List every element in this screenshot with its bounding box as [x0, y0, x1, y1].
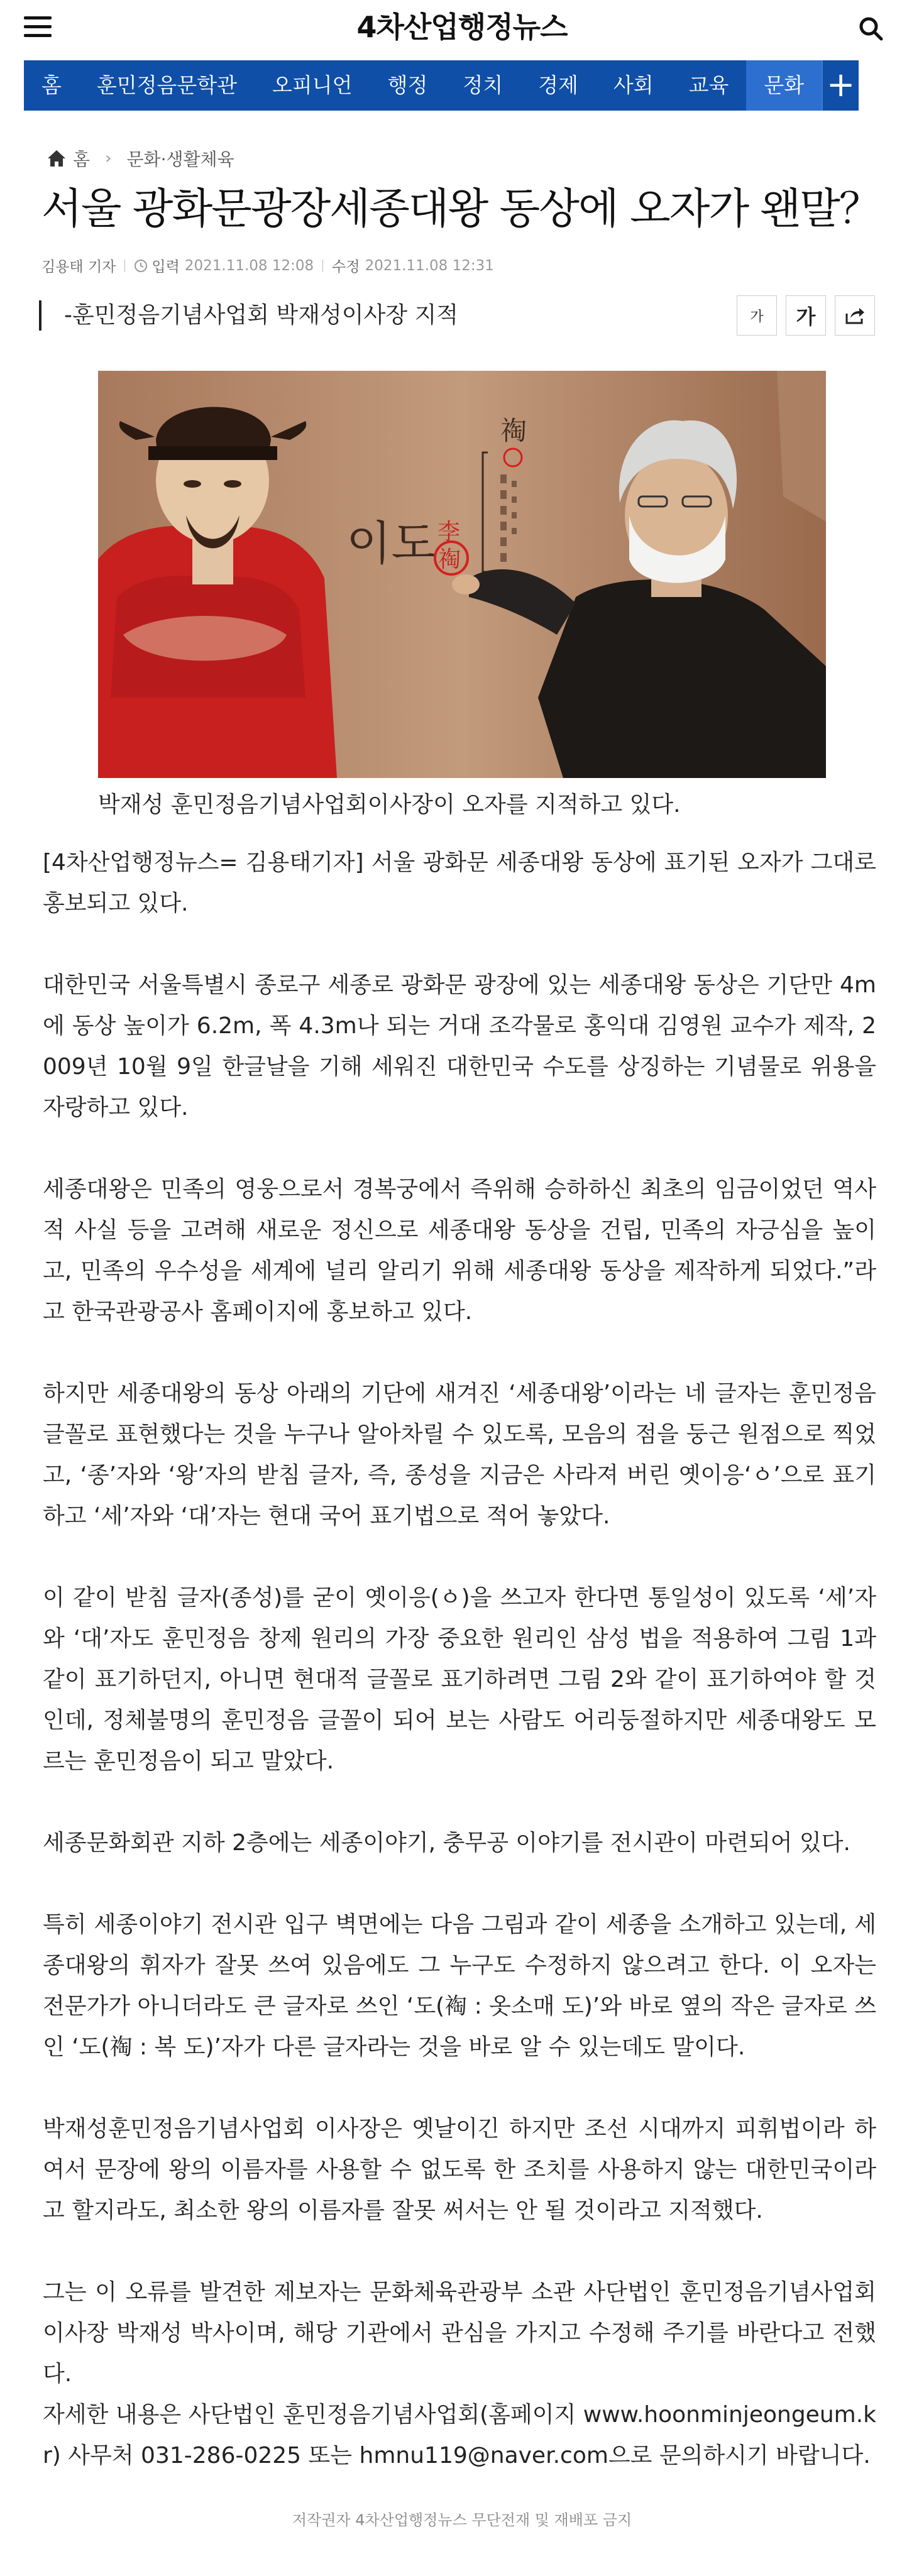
nav-more-button[interactable]: + [822, 60, 859, 111]
modified-date: 2021.11.08 12:31 [365, 257, 494, 274]
font-increase-button[interactable]: 가 [786, 295, 826, 336]
paragraph: 대한민국 서울특별시 종로구 세종로 광화문 광장에 있는 세종대왕 동상은 기단만 4m에 동상 높이가 6.2m, 폭 4.3m나 되는 거대 조각물로 홍익대 김영원 교수가 제작, 2009년 10월 9일 한글날을 기해 세워진 대한민국 수도를 상징하는 기념물로 위용을 자랑하고 있다. [43, 972, 876, 1121]
article-meta [41, 255, 494, 276]
divider [322, 260, 323, 272]
paragraph: 특히 세종이야기 전시관 입구 벽면에는 다음 그림과 같이 세종을 소개하고 있는데, 세종대왕의 휘자가 잘못 쓰여 있음에도 그 누구도 수정하지 않으려고 한다. 이 오자는 전문가가 아니더라도 큰 글자로 쓰인 ‘도(裪 : 옷소매 도)’와 바로 옆의 작은 글자로 쓰인 ‘도(祹 : 복 도)’자가 다른 글자라는 것을 바로 알 수 있는데도 말이다. [43, 1912, 876, 2060]
paragraph: 세종문화회관 지하 2층에는 세종이야기, 충무공 이야기를 전시관이 마련되어 있다. [43, 1830, 850, 1856]
published-date: 2021.11.08 12:08 [184, 257, 314, 274]
clock-icon [134, 259, 148, 273]
share-icon [844, 306, 866, 325]
top-header [0, 0, 924, 57]
article-photo [98, 371, 826, 778]
nav-item-opinion[interactable]: 오피니언 [272, 73, 353, 97]
nav-item-society[interactable]: 사회 [613, 73, 654, 97]
breadcrumb [47, 146, 234, 171]
article-subtitle: -훈민정음기념사업회 박재성이사장 지적 [39, 300, 458, 331]
paragraph: 박재성훈민정음기념사업회 이사장은 옛날이긴 하지만 조선 시대까지 피휘법이라 하여서 문장에 왕의 이름자를 사용할 수 없도록 한 조치를 사용하지 않는 대한민국이라고 할지라도, 최소한 왕의 이름자를 잘못 써서는 안 될 것이라고 지적했다. [43, 2116, 876, 2223]
author[interactable]: 김용태 기자 [41, 259, 116, 275]
breadcrumb-section[interactable]: 문화·생활체육 [126, 149, 234, 170]
paragraph: 하지만 세종대왕의 동상 아래의 기단에 새겨진 ‘세종대왕’이라는 네 글자는 훈민정음 글꼴로 표현했다는 것을 누구나 알아차릴 수 있도록, 모음의 점을 둥근 원점으로 찍었고, ‘종’자와 ‘왕’자의 받침 글자, 즉, 종성을 지금은 사라져 버린 옛이응‘ㆁ’으로 표기하고 ‘세’자와 ‘대’자는 현대 국어 표기법으로 적어 놓았다. [43, 1381, 876, 1529]
copyright-notice: 저작권자 4차산업행정뉴스 무단전재 및 재배포 금지 [292, 2511, 632, 2529]
font-decrease-button[interactable]: 가 [737, 295, 777, 336]
modified-label: 수정 [332, 259, 360, 275]
contact-paragraph: 자세한 내용은 사단법인 훈민정음기념사업회(홈페이지 www.hoonminjeongeum.kr) 사무처 031-286-0225 또는 hmnu119@naver.com으로 문의하시기 바랍니다. [43, 2402, 876, 2469]
main-nav [24, 60, 859, 111]
chevron-right-icon: › [105, 149, 112, 168]
photo-text-ido: 이도 [346, 517, 436, 571]
nav-item-culture[interactable]: 문화 [746, 60, 822, 111]
paragraph: 그는 이 오류를 발견한 제보자는 문화체육관광부 소관 사단법인 훈민정음기념사업회 이사장 박재성 박사이며, 해당 기관에서 관심을 가지고 수정해 주기를 바란다고 전했다. [43, 2279, 876, 2387]
nav-item-administration[interactable]: 행정 [387, 73, 428, 97]
search-icon[interactable] [856, 14, 886, 44]
photo-text-lee: 李 [437, 519, 461, 545]
nav-item-literature[interactable]: 훈민정음문학관 [96, 73, 238, 97]
photo-caption: 박재성 훈민정음기념사업회이사장이 오자를 지적하고 있다. [98, 792, 681, 818]
home-icon [47, 149, 67, 168]
article-tools [728, 295, 875, 336]
paragraph: 세종대왕은 민족의 영웅으로서 경복궁에서 즉위해 승하하신 최초의 임금이었던 역사적 사실 등을 고려해 새로운 정신으로 세종대왕 동상을 건립, 민족의 자긍심을 높이고, 민족의 우수성을 세계에 널리 알리기 위해 세종대왕 동상을 제작하게 되었다.”라고 한국관광공사 홈페이지에 홍보하고 있다. [43, 1176, 876, 1325]
site-logo[interactable]: 4차산업행정뉴스 [356, 10, 568, 44]
nav-item-economy[interactable]: 경제 [538, 73, 578, 97]
breadcrumb-home[interactable]: 홈 [73, 149, 91, 170]
nav-item-education[interactable]: 교육 [688, 73, 729, 97]
paragraph: [4차산업행정뉴스= 김용태기자] 서울 광화문 세종대왕 동상에 표기된 오자가 그대로 홍보되고 있다. [43, 850, 876, 916]
share-button[interactable] [835, 295, 875, 336]
article-body [43, 842, 876, 2476]
published-label: 입력 [151, 259, 180, 275]
subtitle-row [39, 295, 875, 339]
page-title: 서울 광화문광장세종대왕 동상에 오자가 왠말？ [41, 184, 880, 233]
photo-text-do: 祹 [438, 547, 461, 573]
divider [124, 260, 125, 272]
photo-text-do-small: 祹 [500, 415, 527, 446]
paragraph: 이 같이 받침 글자(종성)를 굳이 옛이응(ㆁ)을 쓰고자 한다면 통일성이 있도록 ‘세’자와 ‘대’자도 훈민정음 창제 원리의 가장 중요한 원리인 삼성 법을 적용하여 그림 1과 같이 표기하던지, 아니면 현대적 글꼴로 표기하려면 그림 2와 같이 표기하여야 할 것인데, 정체불명의 훈민정음 글꼴이 되어 보는 사람도 어리둥절하지만 세종대왕도 모르는 훈민정음이 되고 말았다. [43, 1585, 876, 1774]
nav-item-politics[interactable]: 정치 [463, 73, 503, 97]
nav-item-home[interactable]: 홈 [41, 73, 62, 97]
